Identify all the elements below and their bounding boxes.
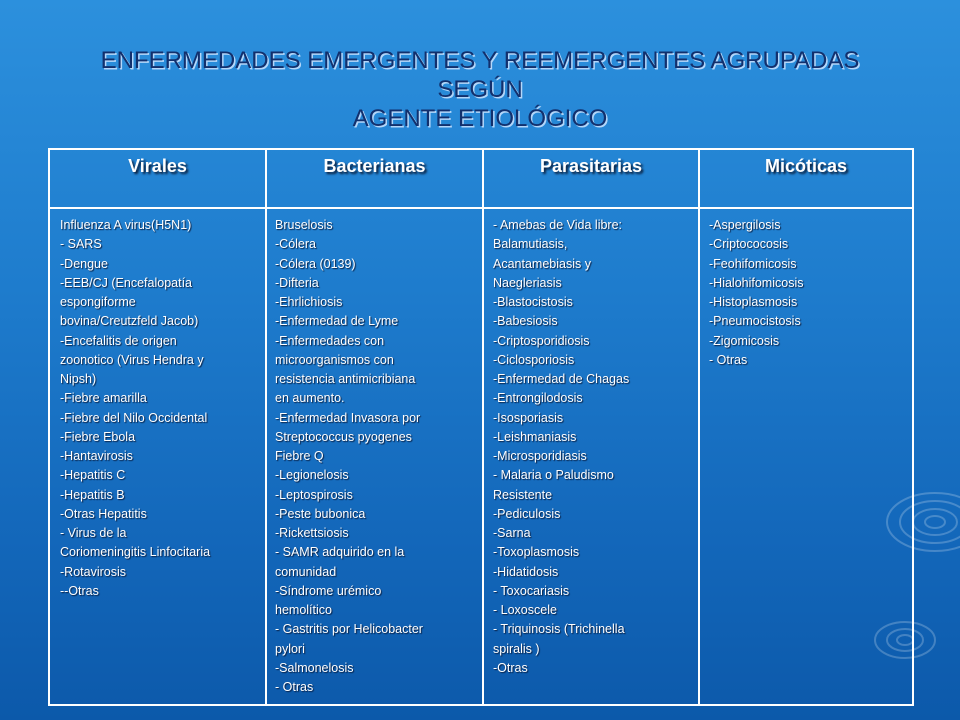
- column-header-label: Micóticas: [764, 156, 848, 176]
- list-item: comunidad: [275, 564, 337, 579]
- list-item: -Otras Hepatitis: [60, 506, 147, 521]
- list-item: - SAMR adquirido en la: [275, 545, 405, 560]
- list-item: espongiforme: [60, 295, 136, 309]
- list-item: -Leishmaniasis: [493, 429, 577, 444]
- column-header-label: Bacterianas: [323, 156, 426, 176]
- column-header-bacterianas: [267, 150, 484, 207]
- list-item: Influenza A virus(H5N1): [60, 218, 192, 232]
- list-item: - Virus de la: [60, 526, 127, 540]
- list-item: Coriomeningitis Linfocitaria: [60, 545, 211, 560]
- list-item: -Pneumocistosis: [709, 314, 801, 329]
- list-item: Fiebre Q: [275, 449, 324, 463]
- column-header-parasitarias: [484, 150, 700, 207]
- list-item: zoonotico (Virus Hendra y: [60, 352, 204, 367]
- list-item: spiralis ): [493, 641, 540, 656]
- list-item: -Cólera: [275, 237, 316, 252]
- list-item: resistencia antimicribiana: [275, 372, 416, 386]
- list-item: - Toxocariasis: [493, 583, 570, 598]
- list-item: -Fiebre del Nilo Occidental: [60, 410, 208, 425]
- list-item: -Hantavirosis: [60, 449, 133, 463]
- list-item: -Legionelosis: [275, 468, 349, 483]
- list-item: -Hidatidosis: [493, 564, 559, 579]
- list-item: bovina/Creutzfeld Jacob): [60, 314, 199, 329]
- title-line-1: ENFERMEDADES EMERGENTES Y REEMERGENTES AGRUPADAS: [100, 47, 860, 74]
- list-item: Naegleriasis: [493, 275, 562, 290]
- list-item: Nipsh): [60, 372, 97, 386]
- list-item: -Blastocistosis: [493, 295, 573, 309]
- table-body-row: [50, 209, 912, 704]
- table-header-row: [50, 150, 912, 209]
- list-item: -Hepatitis C: [60, 468, 126, 483]
- slide-title: [0, 46, 960, 133]
- list-item: -Enfermedad de Lyme: [275, 314, 399, 329]
- list-item: -Pediculosis: [493, 506, 561, 521]
- list-item: Balamutiasis,: [493, 237, 568, 252]
- list-item: -Enfermedad Invasora por: [275, 410, 421, 425]
- title-line-2: SEGÚN: [437, 76, 523, 103]
- list-item: -Aspergilosis: [709, 218, 781, 232]
- list-item: -Entrongilodosis: [493, 391, 583, 406]
- list-item: -Fiebre amarilla: [60, 391, 147, 406]
- list-item: -Hialohifomicosis: [709, 275, 804, 290]
- column-header-micoticas: [700, 150, 912, 207]
- list-item: -Salmonelosis: [275, 660, 354, 675]
- list-item: - SARS: [60, 237, 102, 252]
- list-item: -EEB/CJ (Encefalopatía: [60, 275, 193, 290]
- list-item: - Amebas de Vida libre:: [493, 218, 623, 232]
- list-item: pylori: [275, 641, 305, 656]
- list-item: Streptococcus pyogenes: [275, 429, 412, 444]
- list-item: -Síndrome urémico: [275, 583, 382, 598]
- disease-table: [48, 148, 914, 706]
- list-item: -Feohifomicosis: [709, 256, 797, 271]
- list-item: -Encefalitis de origen: [60, 333, 177, 348]
- column-header-label: Parasitarias: [539, 156, 643, 176]
- list-item: microorganismos con: [275, 352, 394, 367]
- list-item: -Otras: [493, 660, 528, 675]
- list-item: -Enfermedades con: [275, 333, 385, 348]
- list-item: -Fiebre Ebola: [60, 429, 136, 444]
- list-item: -Enfermedad de Chagas: [493, 372, 630, 386]
- list-item: -Cólera (0139): [275, 256, 356, 271]
- list-item: -Toxoplasmosis: [493, 545, 580, 560]
- list-item: - Otras: [709, 352, 748, 367]
- list-item: Resistente: [493, 487, 553, 502]
- list-item: Acantamebiasis y: [493, 256, 591, 271]
- list-item: -Ciclosporiosis: [493, 352, 575, 367]
- list-item: -Rotavirosis: [60, 564, 126, 579]
- cell-virales: [50, 209, 267, 704]
- list-item: -Criptosporidiosis: [493, 333, 590, 348]
- list-item: -Rickettsiosis: [275, 526, 349, 540]
- list-item: -Peste bubonica: [275, 506, 366, 521]
- list-item: en aumento.: [275, 391, 345, 406]
- list-item: -Dengue: [60, 256, 108, 271]
- list-item: -Difteria: [275, 275, 319, 290]
- title-line-3: AGENTE ETIOLÓGICO: [352, 105, 608, 132]
- list-item: -Zigomicosis: [709, 333, 780, 348]
- list-item: -Criptococosis: [709, 237, 789, 252]
- list-item: --Otras: [60, 583, 99, 598]
- list-item: -Isosporiasis: [493, 410, 564, 425]
- list-item: - Malaria o Paludismo: [493, 468, 614, 483]
- column-header-virales: [50, 150, 267, 207]
- list-item: -Hepatitis B: [60, 487, 125, 502]
- cell-micoticas: [700, 209, 912, 704]
- column-header-label: Virales: [128, 156, 187, 176]
- list-item: hemolítico: [275, 603, 332, 617]
- list-item: -Histoplasmosis: [709, 295, 798, 309]
- list-item: -Sarna: [493, 526, 531, 540]
- list-item: Bruselosis: [275, 218, 333, 232]
- list-item: -Leptospirosis: [275, 487, 353, 502]
- list-item: - Loxoscele: [493, 603, 557, 617]
- cell-bacterianas: [267, 209, 484, 704]
- list-item: -Babesiosis: [493, 314, 558, 329]
- list-item: - Otras: [275, 680, 314, 694]
- list-item: -Microsporidiasis: [493, 449, 587, 463]
- list-item: - Gastritis por Helicobacter: [275, 622, 423, 637]
- cell-parasitarias: [484, 209, 700, 704]
- list-item: -Ehrlichiosis: [275, 295, 343, 309]
- list-item: - Triquinosis (Trichinella: [493, 622, 625, 637]
